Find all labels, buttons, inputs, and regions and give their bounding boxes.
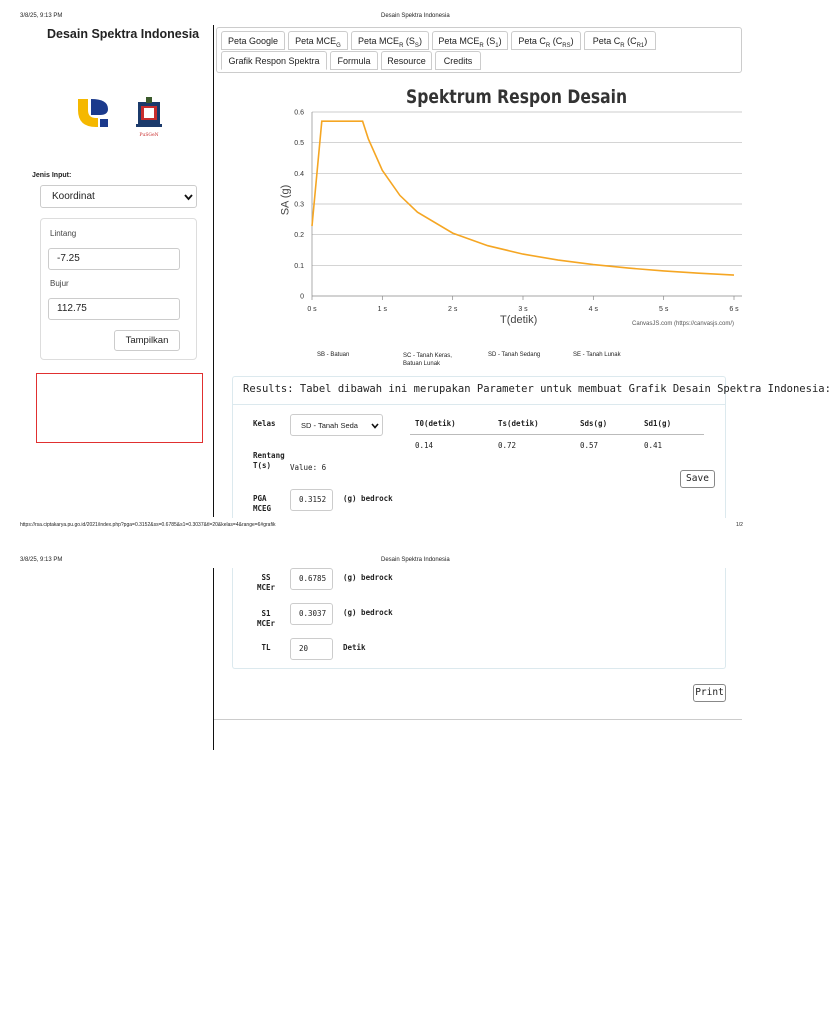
chevron-down-icon	[371, 423, 379, 429]
lat-label: Lintang	[50, 229, 77, 238]
tab-label: Peta MCE	[438, 36, 480, 46]
ss-label-line1: SS	[261, 573, 271, 582]
ss-label-line2: MCEr	[256, 583, 276, 592]
print-button[interactable]: Print	[693, 684, 726, 702]
results-title: Results: Tabel dibawah ini merupakan Parameter untuk membuat Grafik Desain Spektra Indonesia:	[243, 383, 831, 395]
y-tick-label: 0.4	[294, 170, 304, 178]
pusgen-caption: PuSGeN	[139, 133, 159, 138]
pga-label-line1: PGA	[253, 494, 267, 503]
val-sd1: 0.41	[644, 441, 663, 450]
col-t0: T0(detik)	[415, 419, 456, 428]
tab-label: )	[498, 36, 502, 46]
chart-y-label: SA (g)	[279, 184, 292, 216]
rentang-label-line2: T(s)	[253, 461, 272, 470]
chart-title: Spektrum Respon Desain	[406, 86, 628, 108]
y-tick-label: 0.3	[294, 201, 304, 209]
tab-label-sub: G	[336, 42, 341, 49]
tl-input[interactable]: 20	[290, 638, 333, 660]
x-tick-label: 0 s	[307, 306, 317, 313]
rentang-label	[253, 451, 285, 471]
pga-label-line2: MCEG	[253, 504, 272, 513]
x-tick-label: 2 s	[447, 306, 458, 313]
legend-sc-line1: SC - Tanah Keras,	[403, 353, 452, 359]
tab-label-sub: R	[620, 42, 625, 49]
s1-unit: (g) bedrock	[343, 608, 393, 617]
pga-input[interactable]: 0.3152	[290, 489, 333, 511]
tab-label-sub: R	[479, 42, 484, 49]
tab-label: Peta MCE	[295, 36, 337, 46]
x-tick-label: 4 s	[588, 306, 599, 313]
lat-input[interactable]: -7.25	[48, 248, 180, 270]
print-timestamp-2: 3/8/25, 9:13 PM	[20, 557, 63, 563]
val-ts: 0.72	[498, 441, 517, 450]
tab-label: Peta C	[592, 36, 621, 46]
content-divider-2	[213, 568, 214, 750]
tab-label-sub: R1	[636, 42, 645, 49]
results-divider	[232, 404, 726, 405]
tab-label-sub: R	[399, 42, 404, 49]
rentang-label-line1: Rentang	[253, 451, 285, 460]
save-button[interactable]: Save	[680, 470, 715, 488]
tab-label-sub: S	[414, 42, 419, 49]
lon-input[interactable]: 112.75	[48, 298, 180, 320]
tab-label: Credits	[443, 56, 473, 66]
tab-label-sub: 1	[495, 42, 499, 49]
ss-input[interactable]: 0.6785	[290, 568, 333, 590]
print-title-2: Desain Spektra Indonesia	[381, 557, 450, 563]
col-sds: Sds(g)	[580, 419, 608, 428]
tl-label: TL	[261, 643, 271, 652]
rentang-value[interactable]: Value: 6	[290, 463, 327, 472]
kelas-value: SD - Tanah Seda	[301, 421, 358, 430]
tab-label: Grafik Respon Spektra	[228, 56, 320, 66]
legend-sb[interactable]: SB - Batuan	[317, 352, 350, 358]
tab-label: (C	[624, 36, 637, 46]
pga-label	[253, 494, 271, 514]
lon-label: Bujur	[50, 279, 69, 288]
x-tick-label: 6 s	[729, 306, 739, 313]
tab-label-sub: R	[545, 42, 551, 49]
tab-label: (S	[483, 36, 496, 46]
x-tick-label: 3 s	[518, 306, 528, 313]
s1-label-line2: MCEr	[256, 619, 276, 628]
tab-label: )	[570, 36, 574, 46]
legend-sc-line2: Batuan Lunak	[403, 361, 441, 367]
tab-label: Formula	[337, 56, 371, 66]
chart-credit-link[interactable]: CanvasJS.com (https://canvasjs.com/)	[632, 321, 735, 327]
y-tick-label: 0.1	[294, 262, 304, 270]
print-page-number: 1/2	[736, 522, 743, 528]
show-button[interactable]: Tampilkan	[114, 330, 180, 351]
pga-unit: (g) bedrock	[343, 494, 393, 503]
y-tick-label: 0.5	[294, 140, 304, 148]
input-type-value: Koordinat	[52, 191, 95, 202]
x-tick-label: 5 s	[658, 306, 669, 313]
tab-label-sub: RS	[562, 42, 571, 49]
col-ts: Ts(detik)	[498, 419, 539, 428]
tab-label: (C	[550, 36, 563, 46]
tab-label: Peta MCE	[358, 36, 400, 46]
tab-label: )	[418, 36, 422, 46]
val-sds: 0.57	[580, 441, 599, 450]
legend-sd[interactable]: SD - Tanah Sedang	[488, 352, 541, 358]
val-t0: 0.14	[415, 441, 434, 450]
y-tick-label: 0.2	[294, 232, 304, 240]
content-bottom-rule	[214, 719, 742, 720]
legend-sc[interactable]	[403, 352, 452, 368]
col-sd1: Sd1(g)	[644, 419, 672, 428]
ss-label	[253, 573, 279, 593]
s1-input[interactable]: 0.3037	[290, 603, 333, 625]
y-tick-label: 0	[300, 293, 304, 301]
tab-label: (S	[403, 36, 415, 46]
print-title: Desain Spektra Indonesia	[381, 13, 450, 19]
print-timestamp: 3/8/25, 9:13 PM	[20, 13, 63, 19]
spectrum-line	[312, 121, 734, 275]
s1-label	[253, 609, 279, 629]
table-header-rule	[410, 434, 704, 435]
kelas-label: Kelas	[253, 419, 276, 428]
tl-unit: Detik	[343, 643, 366, 652]
tab-label: )	[644, 36, 648, 46]
x-tick-label: 1 s	[377, 306, 388, 313]
tab-label: Resource	[387, 56, 426, 66]
tab-label: Peta Google	[227, 36, 279, 46]
chart-x-label: T(detik)	[500, 314, 538, 326]
app-title: Desain Spektra Indonesia	[47, 27, 200, 41]
kelas-select[interactable]	[290, 414, 383, 436]
tab-label: Peta C	[518, 36, 546, 46]
input-type-label: Jenis Input:	[32, 172, 72, 179]
ss-unit: (g) bedrock	[343, 573, 393, 582]
y-tick-label: 0.6	[294, 109, 304, 117]
s1-label-line1: S1	[261, 609, 271, 618]
print-url: https://rsa.ciptakarya.pu.go.id/2021/index.php?pga=0.3152&ss=0.6785&s1=0.3037&tl=20&kelas=4&range=6#grafik	[20, 522, 276, 528]
legend-se[interactable]: SE - Tanah Lunak	[573, 352, 621, 358]
